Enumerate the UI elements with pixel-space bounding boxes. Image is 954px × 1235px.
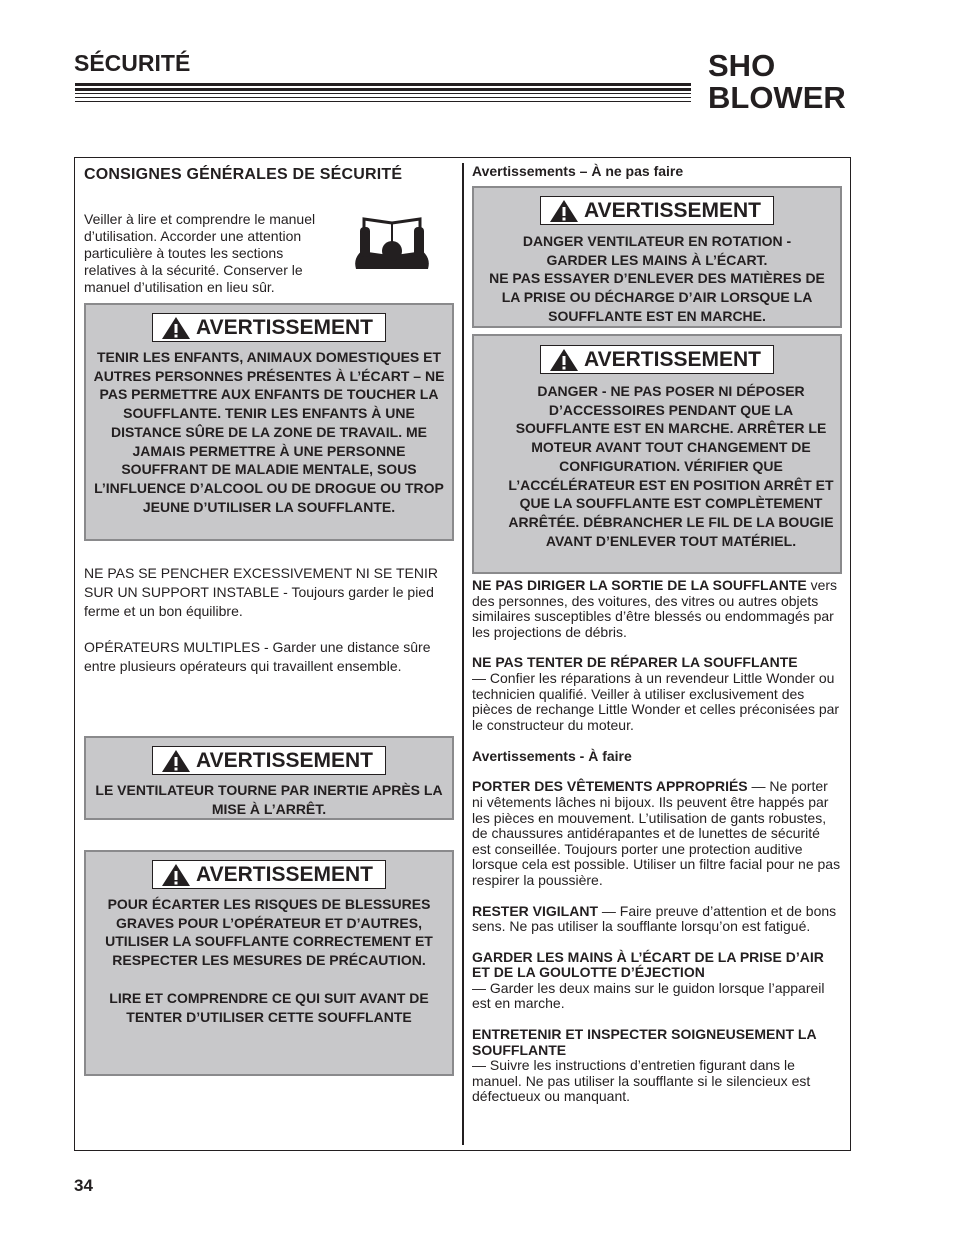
warning-triangle-icon [161, 863, 191, 887]
warning-text: LIRE ET COMPRENDRE CE QUI SUIT AVANT DE TENTER D’UTILISER CETTE SOUFFLANTE [109, 989, 429, 1025]
paragraph-lead: ENTRETENIR ET INSPECTER SOIGNEUSEMENT LA SOUFFLANTE [472, 1026, 817, 1058]
column-divider [462, 163, 464, 1145]
header-rule [75, 93, 691, 94]
warning-triangle-icon [161, 749, 191, 773]
operators-paragraph: OPÉRATEURS MULTIPLES - Garder une distance sûre entre plusieurs opérateurs qui travaillent ensemble. [84, 639, 431, 674]
warning-badge [540, 196, 774, 225]
hands-away-paragraph [472, 950, 842, 1012]
paragraph-lead: GARDER LES MAINS À L’ÉCART DE LA PRISE D’AIR ET DE LA GOULOTTE D’ÉJECTION [472, 948, 824, 981]
product-title [708, 50, 853, 114]
paragraph-body: — Confier les réparations à un revendeur Little Wonder ou technicien qualifié. Veiller à utiliser exclusivement des pièces de rechange Little Wonder et celles préconisées par le constructeur du moteur. [472, 669, 840, 733]
warning-triangle-icon [161, 316, 191, 340]
stance-paragraph: NE PAS SE PENCHER EXCESSIVEMENT NI SE TENIR SUR UN SUPPORT INSTABLE - Toujours garder le pied ferme et un bon équilibre. [84, 565, 438, 619]
intro-block [84, 211, 324, 296]
warning-label: AVERTISSEMENT [196, 863, 373, 886]
read-manual-icon [346, 207, 438, 277]
vigilant-paragraph [472, 904, 842, 935]
header-rule [75, 97, 691, 98]
product-title-line2: BLOWER [708, 80, 846, 115]
paragraph-lead: RESTER VIGILANT [472, 902, 599, 919]
intro-text: Veiller à lire et comprendre le manuel d’utilisation. Accorder une attention particulière à toutes les sections relatives à la sécurité. Conserver le manuel d’utilisation en lieu sûr. [84, 211, 316, 295]
warning-triangle-icon [549, 199, 579, 223]
clothing-paragraph [472, 779, 842, 888]
donts-heading: Avertissements – À ne pas faire [472, 163, 684, 179]
header-rules [75, 83, 691, 105]
warning-text: TENIR LES ENFANTS, ANIMAUX DOMESTIQUES ET AUTRES PERSONNES PRÉSENTES À L’ÉCART – NE PAS PERMETTRE AUX ENFANTS DE TOUCHER LA SOUFFLANTE. TENIR LES ENFANTS À UNE DISTANCE SÛRE DE LA ZONE DE TRAVAIL. ME JAMAIS PERMETTRE À UNE PERSONNE SOUFFRANT DE MALADIE MENTALE, SOUS L’INFLUENCE D’ALCOOL OU DE DROGUE OU TROP JEUNE D’UTILISER LA SOUFFLANTE. [93, 349, 445, 515]
warning-label: AVERTISSEMENT [584, 199, 761, 222]
dont-repair-paragraph [472, 655, 842, 733]
section-title: SÉCURITÉ [74, 50, 191, 76]
header-rule [75, 88, 691, 91]
paragraph-body: — Faire preuve d’attention et de bons sens. Ne pas utiliser la soufflante lorsqu’on est fatigué. [472, 902, 837, 935]
left-column [84, 160, 454, 1076]
paragraph-lead: PORTER DES VÊTEMENTS APPROPRIÉS [472, 778, 748, 795]
right-column [472, 160, 842, 1105]
warning-label: AVERTISSEMENT [196, 316, 373, 339]
dos-heading: Avertissements - À faire [472, 748, 632, 765]
paragraph-body: — Garder les deux mains sur le guidon lorsque l’appareil est en marche. [472, 979, 825, 1012]
warning-label: AVERTISSEMENT [196, 749, 373, 772]
paragraph-lead: NE PAS DIRIGER LA SORTIE DE LA SOUFFLANTE [472, 577, 807, 593]
paragraph-body: vers des personnes, des voitures, des vitres ou autres objets similaires susceptibles d’être blessés ou endommagés par les projections de débris. [472, 577, 838, 640]
warning-box-fan-rotation [472, 186, 842, 328]
warning-text: DANGER VENTILATEUR EN ROTATION - GARDER LES MAINS À L’ÉCART. [522, 233, 792, 268]
paragraph-body: — Suivre les instructions d’entretien figurant dans le manuel. Ne pas utiliser la soufflante si le silencieux est défectueux ou manquant. [472, 1057, 811, 1105]
general-safety-heading: CONSIGNES GÉNÉRALES DE SÉCURITÉ [84, 166, 403, 183]
header-rule [75, 83, 691, 86]
warning-label: AVERTISSEMENT [584, 348, 761, 371]
warning-badge [152, 313, 386, 342]
warning-box-accessories [472, 334, 842, 574]
product-title-line1: SHO [708, 48, 776, 83]
page-number: 34 [74, 1176, 93, 1195]
header-rule [75, 101, 691, 102]
warning-text: NE PAS ESSAYER D’ENLEVER DES MATIÈRES DE LA PRISE OU DÉCHARGE D’AIR LORSQUE LA SOUFFLANTE EST EN MARCHE. [489, 270, 825, 324]
warning-badge [152, 860, 386, 889]
paragraph-lead: NE PAS TENTER DE RÉPARER LA SOUFFLANTE [472, 654, 798, 671]
paragraph-body: — Ne porter ni vêtements lâches ni bijoux. Ils peuvent être happés par les pièces en mouvement. L’utilisation de gants robustes, de chaussures antidérapantes et de lunettes de sécurité est conseillée. Toujours porter une protection auditive lorsque cela est possible. Utiliser un filtre facial pour ne pas respirer la poussière. [472, 778, 841, 888]
warning-box-proper-use [84, 850, 454, 1076]
warning-text: DANGER - NE PAS POSER NI DÉPOSER D’ACCESSOIRES PENDANT QUE LA SOUFFLANTE EST EN MARCHE. ARRÊTER LE MOTEUR AVANT TOUT CHANGEMENT DE CONFIGURATION. VÉRIFIER QUE L’ACCÉLÉRATEUR EST EN POSITION ARRÊT ET QUE LA SOUFFLANTE EST COMPLÈTEMENT ARRÊTÉE. DÉBRANCHER LE FIL DE LA BOUGIE AVANT D’ENLEVER TOUT MATÉRIEL. [508, 383, 834, 549]
warning-badge [540, 345, 774, 374]
maintenance-paragraph [472, 1027, 842, 1105]
warning-text: LE VENTILATEUR TOURNE PAR INERTIE APRÈS LA MISE À L’ARRÊT. [95, 782, 443, 817]
warning-text: POUR ÉCARTER LES RISQUES DE BLESSURES GRAVES POUR L’OPÉRATEUR ET D’AUTRES, UTILISER LA SOUFFLANTE CORRECTEMENT ET RESPECTER LES MESURES DE PRÉCAUTION. [105, 896, 433, 969]
warning-box-children [84, 303, 454, 541]
warning-box-inertia [84, 736, 454, 820]
dont-direct-paragraph [472, 578, 842, 640]
warning-triangle-icon [549, 348, 579, 372]
warning-badge [152, 746, 386, 775]
